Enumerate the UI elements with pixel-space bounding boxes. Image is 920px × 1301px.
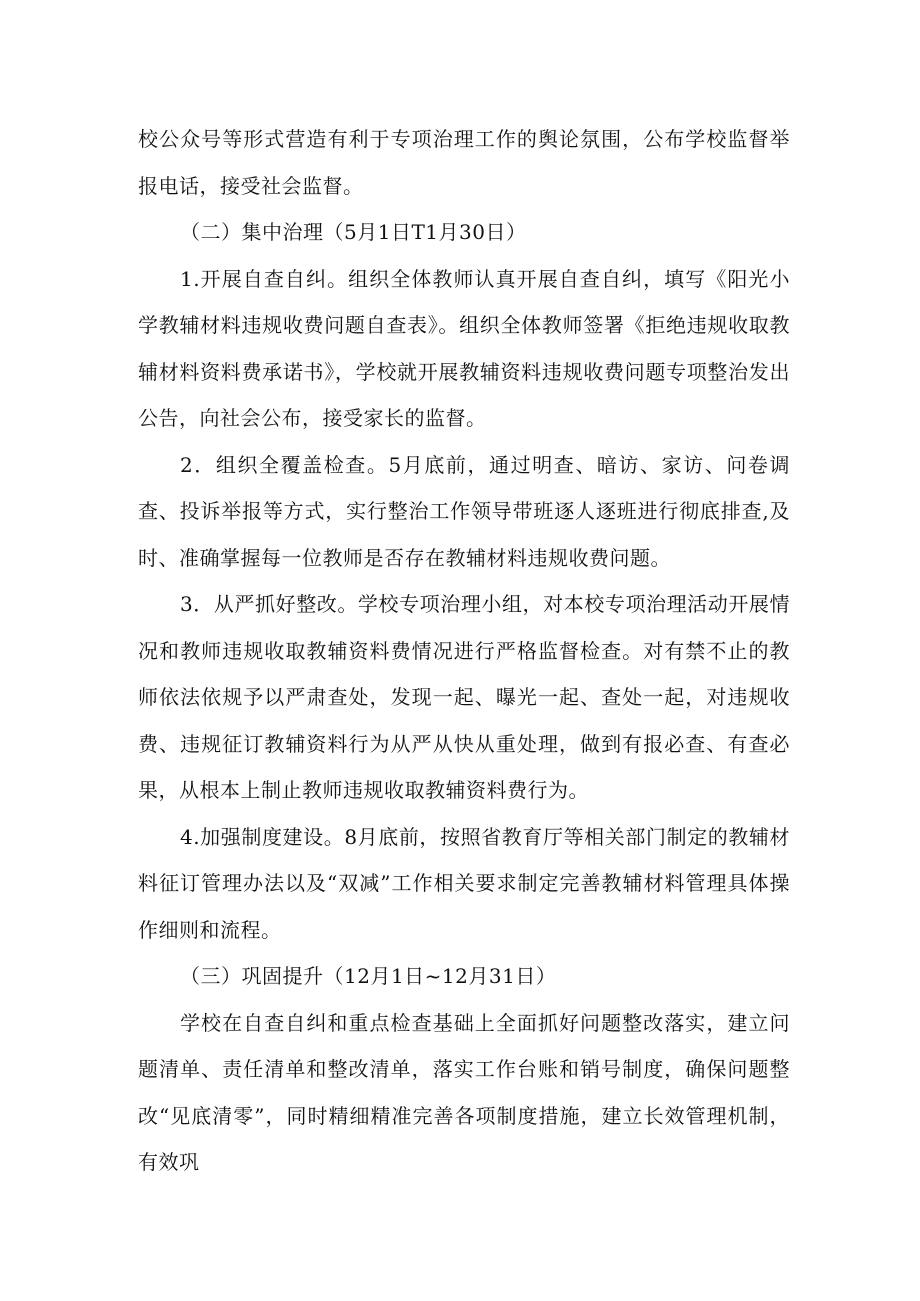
paragraph-strict-rectification: 3．从严抓好整改。学校专项治理小组，对本校专项治理活动开展情况和教师违规收取教辅资料费情况进行严格监督检查。对有禁不止的教师依法依规予以严肃查处，发现一起、曝光一起、查处一起，对违规收费、违规征订教辅资料行为从严从快从重处理，做到有报必查、有查必果，从根本上制止教师违规收取教辅资料费行为。 [138, 592, 790, 802]
paragraph-consolidation: 学校在自查自纠和重点检查基础上全面抓好问题整改落实，建立问题清单、责任清单和整改清单，落实工作台账和销号制度，确保问题整改“见底清零”，同时精细精准完善各项制度措施，建立长效管理机制，有效巩 [138, 1010, 790, 1174]
paragraph-self-inspection: 1.开展自查自纠。组织全体教师认真开展自查自纠，填写《阳光小学教辅材料违规收费问题自查表》。组织全体教师签署《拒绝违规收取教辅材料资料费承诺书》，学校就开展教辅资料违规收费问题专项整治发出公告，向社会公布，接受家长的监督。 [138, 266, 790, 430]
paragraph-system-building: 4.加强制度建设。8月底前，按照省教育厅等相关部门制定的教辅材料征订管理办法以及“双减”工作相关要求制定完善教辅材料管理具体操作细则和流程。 [138, 824, 790, 942]
document-body [138, 116, 790, 1186]
paragraph-full-coverage-inspection: 2．组织全覆盖检查。5月底前，通过明查、暗访、家访、问卷调查、投诉举报等方式，实行整治工作领导带班逐人逐班进行彻底排查,及时、准确掌握每一位教师是否存在教辅材料违规收费问题。 [138, 452, 790, 570]
paragraph-continuation: 校公众号等形式营造有利于专项治理工作的舆论氛围，公布学校监督举报电话，接受社会监督。 [138, 127, 790, 198]
section-heading-consolidation: （三）巩固提升（12月1日~12月31日） [180, 964, 557, 988]
section-heading-concentrated-governance: （二）集中治理（5月1日T1月30日） [180, 220, 527, 244]
